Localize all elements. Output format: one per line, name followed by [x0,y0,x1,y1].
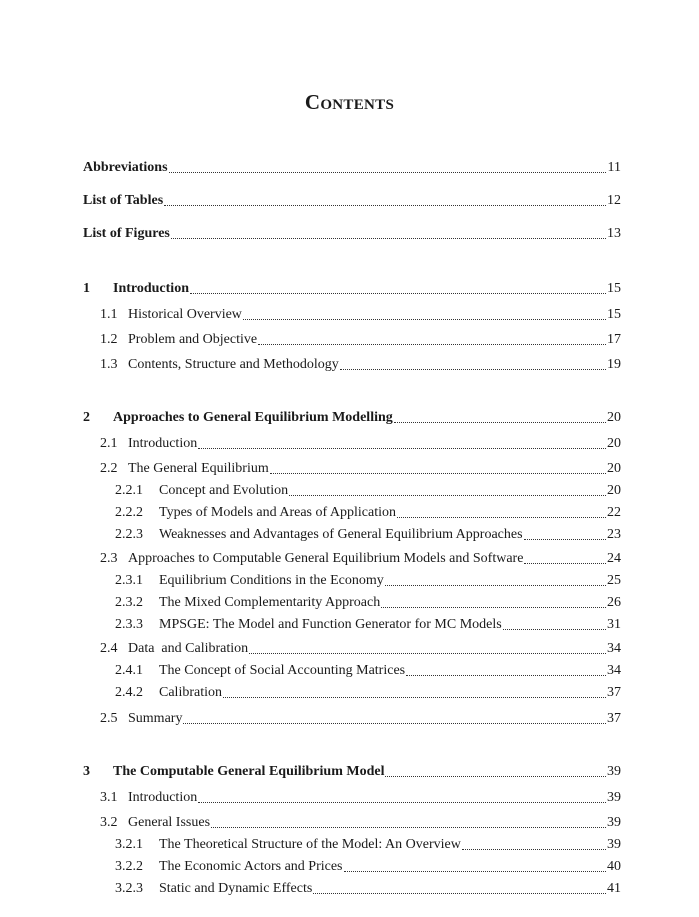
toc-entry-title: The General Equilibrium [128,461,269,476]
toc-entry[interactable] [83,224,621,243]
toc-entry-page: 40 [607,859,621,874]
toc-entry-title: The Mixed Complementarity Approach [159,595,381,610]
toc-subsection[interactable] [115,879,621,898]
toc-subsection[interactable] [115,481,621,500]
toc-entry-page: 22 [607,505,621,520]
toc-entry-page: 34 [607,663,621,678]
toc-entry-title: Contents, Structure and Methodology [128,357,339,372]
toc-entry-page: 39 [607,837,621,852]
dot-leader [164,201,606,206]
dot-leader [385,772,606,777]
toc-entry-page: 23 [607,527,621,542]
toc-entry-page: 39 [607,764,621,779]
dot-leader [169,168,606,173]
toc-entry-number: 2.1 [100,436,118,451]
dot-leader [394,418,606,423]
toc-entry-title: Data and Calibration [128,641,249,656]
toc-entry-title: List of Figures [83,226,170,241]
toc-entry-page: 24 [607,551,621,566]
toc-subsection[interactable] [115,615,621,634]
toc-entry-title: MPSGE: The Model and Function Generator for MC Models [159,617,502,632]
toc-entry-title: Abbreviations [83,160,168,175]
toc-entry-page: 20 [607,483,621,498]
toc-entry-title: Types of Models and Areas of Application [159,505,396,520]
toc-entry-page: 17 [607,332,621,347]
toc-entry-page: 12 [607,193,621,208]
dot-leader [340,365,606,370]
toc-section[interactable] [100,434,621,453]
toc-entry-title: Calibration [159,685,222,700]
dot-leader [198,444,606,449]
toc-entry-title: Equilibrium Conditions in the Economy [159,573,384,588]
dot-leader [385,581,606,586]
toc-subsection[interactable] [115,525,621,544]
dot-leader [198,798,606,803]
toc-entry-page: 37 [607,685,621,700]
dot-leader [524,535,606,540]
toc-entry-number: 3.1 [100,790,118,805]
toc-entry-number: 2.5 [100,711,118,726]
toc-entry-page: 31 [607,617,621,632]
toc-entry-number: 2.4 [100,641,118,656]
toc-chapter[interactable] [83,279,621,298]
toc-entry-page: 41 [607,881,621,896]
dot-leader [211,823,606,828]
toc-entry-title: Problem and Objective [128,332,258,347]
toc-entry-number: 2.3.2 [115,595,143,610]
dot-leader [171,234,606,239]
dot-leader [381,603,606,608]
toc-entry-number: 3.2.1 [115,837,143,852]
toc-entry-number: 2.3.3 [115,617,143,632]
toc-entry-title: Introduction [128,436,198,451]
toc-entry-number: 1.2 [100,332,118,347]
toc-subsection[interactable] [115,835,621,854]
toc-entry-title: Summary [128,711,183,726]
toc-entry-title: Historical Overview [128,307,242,322]
toc-entry-page: 19 [607,357,621,372]
toc-entry-page: 13 [607,226,621,241]
toc-entry-number: 2.2.3 [115,527,143,542]
toc-entry-page: 15 [607,307,621,322]
toc-entry-number: 2.2.2 [115,505,143,520]
dot-leader [270,469,606,474]
toc-entry-page: 25 [607,573,621,588]
toc-entry-title: Approaches to Computable General Equilibrium Models and Software [128,551,524,566]
toc-entry-number: 3 [83,764,90,779]
toc-chapter[interactable] [83,408,621,427]
toc-entry-title: General Issues [128,815,211,830]
toc-entry-number: 1 [83,281,90,296]
toc-entry-page: 15 [607,281,621,296]
toc-entry-page: 26 [607,595,621,610]
toc-entry-title: Static and Dynamic Effects [159,881,313,896]
dot-leader [462,845,606,850]
toc-subsection[interactable] [115,683,621,702]
dot-leader [190,289,606,294]
toc-section[interactable] [100,788,621,807]
toc-subsection[interactable] [115,571,621,590]
toc-entry-page: 20 [607,410,621,425]
toc-section[interactable] [100,813,621,832]
toc-chapter[interactable] [83,762,621,781]
toc-entry-page: 20 [607,461,621,476]
toc-entry-number: 2.3 [100,551,118,566]
toc-section[interactable] [100,459,621,478]
toc-entry-page: 20 [607,436,621,451]
toc-section[interactable] [100,305,621,324]
dot-leader [183,719,606,724]
dot-leader [223,693,606,698]
toc-entry-title: List of Tables [83,193,164,208]
toc-entry-page: 39 [607,815,621,830]
toc-entry-number: 2.4.1 [115,663,143,678]
toc-entry-number: 2.3.1 [115,573,143,588]
dot-leader [524,559,606,564]
toc-entry-title: Weaknesses and Advantages of General Equilibrium Approaches [159,527,523,542]
toc-entry-page: 39 [607,790,621,805]
toc-entry-number: 2.2 [100,461,118,476]
dot-leader [313,889,606,894]
dot-leader [258,340,606,345]
toc-entry-title: The Computable General Equilibrium Model [113,764,385,779]
dot-leader [503,625,606,630]
page-title: Contents [304,90,395,114]
toc-subsection[interactable] [115,593,621,612]
toc-entry-page: 11 [607,160,621,175]
toc-entry-title: The Theoretical Structure of the Model: An Overview [159,837,461,852]
toc-entry-number: 1.1 [100,307,118,322]
toc-entry-number: 3.2.2 [115,859,143,874]
toc-entry-page: 37 [607,711,621,726]
dot-leader [406,671,606,676]
toc-entry-number: 2 [83,410,90,425]
toc-section[interactable] [100,639,621,658]
toc-entry-title: Approaches to General Equilibrium Modelling [113,410,393,425]
dot-leader [397,513,606,518]
dot-leader [344,867,606,872]
toc-subsection[interactable] [115,503,621,522]
toc-entry-page: 34 [607,641,621,656]
dot-leader [249,649,606,654]
toc-section[interactable] [100,549,621,568]
toc-entry-title: Introduction [128,790,198,805]
toc-entry[interactable] [83,191,621,210]
toc-entry-title: Introduction [113,281,189,296]
toc-entry-number: 3.2.3 [115,881,143,896]
toc-subsection[interactable] [115,857,621,876]
toc-section[interactable] [100,355,621,374]
toc-entry-number: 1.3 [100,357,118,372]
dot-leader [289,491,606,496]
toc-entry-number: 3.2 [100,815,118,830]
toc-entry[interactable] [83,158,621,177]
toc-entry-number: 2.2.1 [115,483,143,498]
toc-section[interactable] [100,330,621,349]
toc-entry-number: 2.4.2 [115,685,143,700]
toc-entry-title: The Concept of Social Accounting Matrices [159,663,406,678]
toc-subsection[interactable] [115,661,621,680]
dot-leader [243,315,606,320]
toc-section[interactable] [100,709,621,728]
toc-entry-title: Concept and Evolution [159,483,289,498]
toc-entry-title: The Economic Actors and Prices [159,859,343,874]
